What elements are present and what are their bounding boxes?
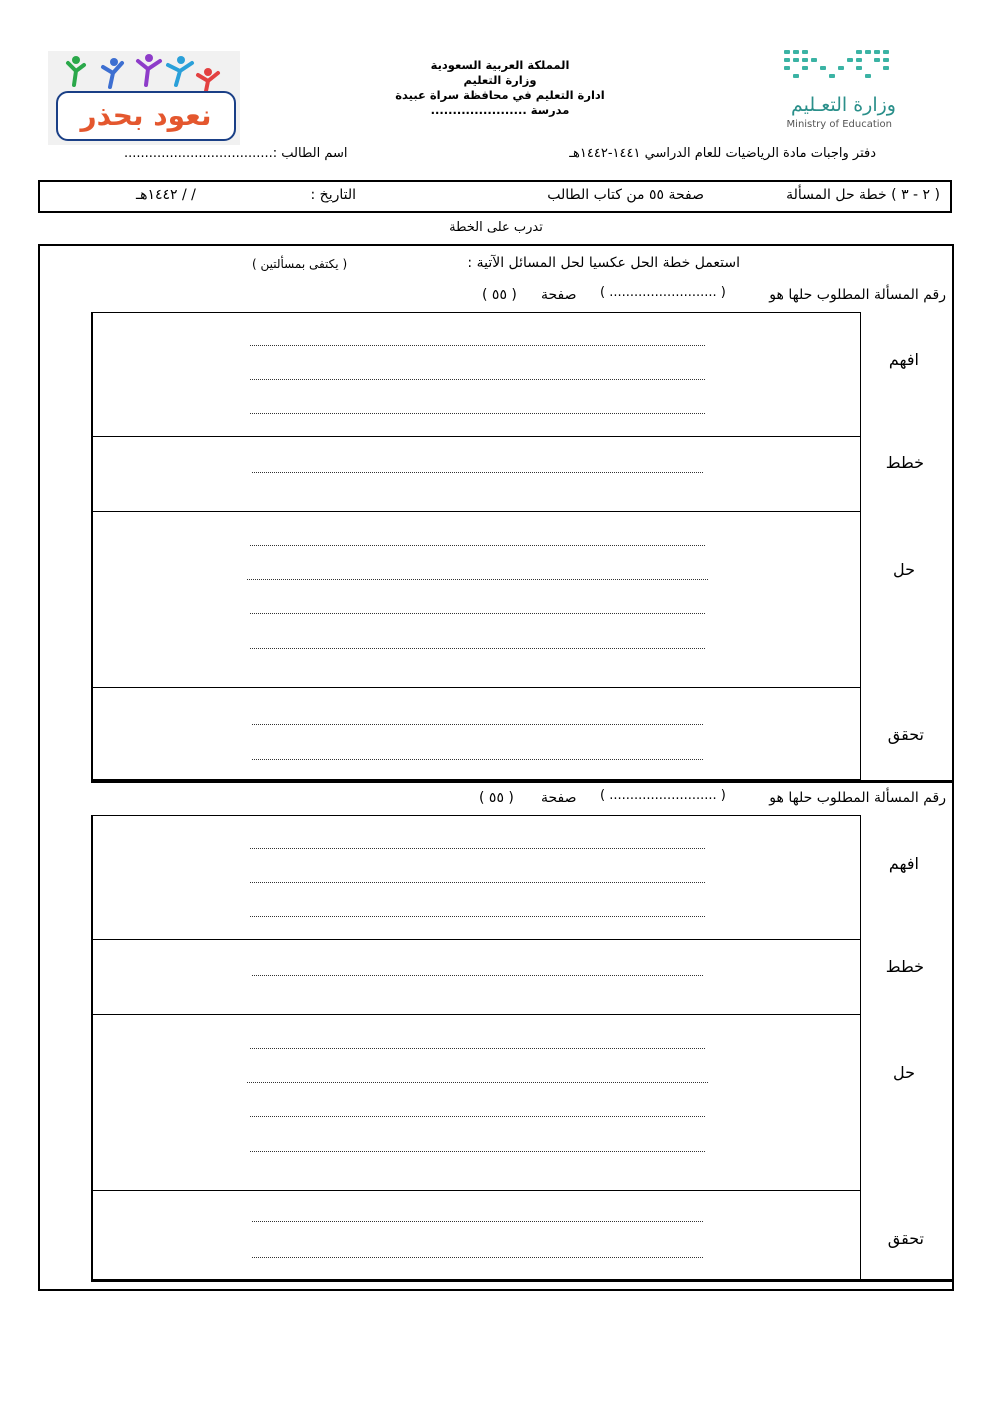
step-plan bbox=[93, 940, 860, 1015]
notebook-title: دفتر واجبات مادة الرياضيات للعام الدراسي ١٤٤١-١٤٤٢هـ bbox=[569, 146, 876, 161]
answer-line[interactable] bbox=[250, 413, 705, 414]
ministry-logo bbox=[776, 46, 896, 136]
ministry-logo-english: Ministry of Education bbox=[786, 119, 892, 130]
step-plan bbox=[93, 437, 860, 512]
project-logo-text: نعود بحذر bbox=[80, 99, 212, 132]
step-label-understand: افهم bbox=[888, 350, 919, 369]
lesson-name: ( ٢ - ٣ ) خطة حل المسألة bbox=[786, 187, 940, 203]
step-label-solve: حل bbox=[892, 560, 915, 579]
step-solve bbox=[93, 512, 860, 688]
instruction-text: استعمل خطة الحل عكسيا لحل المسائل الآتية : bbox=[467, 255, 740, 271]
answer-line[interactable] bbox=[250, 1116, 705, 1117]
lesson-page: صفحة ٥٥ من كتاب الطالب bbox=[547, 187, 704, 203]
project-logo-text-box bbox=[56, 91, 236, 141]
kingdom-name: المملكة العربية السعودية bbox=[430, 58, 570, 72]
administration-name: ادارة التعليم في محافظة سراة عبيدة bbox=[395, 88, 605, 102]
problem-number-blank[interactable]: ( .......................... ) bbox=[600, 788, 726, 803]
step-label-understand: افهم bbox=[888, 854, 919, 873]
answer-line[interactable] bbox=[252, 975, 703, 976]
section-divider bbox=[91, 780, 954, 783]
problem-number-label: رقم المسألة المطلوب حلها هو bbox=[769, 790, 946, 806]
school-name: مدرسة ...................... bbox=[430, 103, 570, 117]
problem-number-label: رقم المسألة المطلوب حلها هو bbox=[769, 287, 946, 303]
answer-line[interactable] bbox=[252, 1221, 703, 1222]
answer-line[interactable] bbox=[250, 882, 705, 883]
children-figures-icon bbox=[48, 51, 240, 95]
date-value[interactable]: / / ١٤٤٢هـ bbox=[136, 187, 196, 203]
problem-solution-grid bbox=[91, 312, 861, 782]
problem-page-value: ( ٥٥ ) bbox=[479, 790, 514, 806]
ministry-dots-icon bbox=[776, 46, 896, 92]
problem-number-blank[interactable]: ( .......................... ) bbox=[600, 285, 726, 300]
answer-line[interactable] bbox=[250, 916, 705, 917]
answer-line[interactable] bbox=[250, 345, 705, 346]
answer-line[interactable] bbox=[252, 724, 703, 725]
answer-line[interactable] bbox=[250, 1151, 705, 1152]
lesson-box bbox=[38, 180, 952, 213]
date-label: التاريخ : bbox=[310, 187, 356, 203]
instruction-note: ( يكتفى بمسألتين ) bbox=[252, 257, 348, 271]
problem-page-label: صفحة bbox=[541, 790, 577, 806]
ministry-logo-arabic: وزارة التعـليم bbox=[790, 94, 896, 116]
answer-line[interactable] bbox=[252, 1257, 703, 1258]
step-label-plan: خطط bbox=[885, 957, 924, 976]
step-label-verify: تحقق bbox=[887, 1229, 924, 1248]
section-divider bbox=[91, 1279, 954, 1282]
step-verify bbox=[93, 1191, 860, 1280]
answer-line[interactable] bbox=[247, 579, 708, 580]
section-subtitle: تدرب على الخطة bbox=[449, 220, 543, 235]
answer-line[interactable] bbox=[252, 759, 703, 760]
step-understand bbox=[93, 816, 860, 940]
step-label-plan: خطط bbox=[885, 453, 924, 472]
answer-line[interactable] bbox=[250, 1048, 705, 1049]
header-block bbox=[380, 58, 620, 118]
step-label-verify: تحقق bbox=[887, 725, 924, 744]
student-name-field[interactable]: اسم الطالب :.................................... bbox=[124, 146, 348, 161]
step-understand bbox=[93, 313, 860, 437]
step-solve bbox=[93, 1015, 860, 1191]
problem-page-label: صفحة bbox=[541, 287, 577, 303]
ministry-name: وزارة التعليم bbox=[463, 73, 537, 87]
answer-line[interactable] bbox=[250, 379, 705, 380]
step-verify bbox=[93, 688, 860, 780]
problem-page-value: ( ٥٥ ) bbox=[482, 287, 517, 303]
answer-line[interactable] bbox=[247, 1082, 708, 1083]
answer-line[interactable] bbox=[250, 545, 705, 546]
step-label-solve: حل bbox=[892, 1063, 915, 1082]
answer-line[interactable] bbox=[250, 648, 705, 649]
problem-solution-grid bbox=[91, 815, 861, 1282]
answer-line[interactable] bbox=[252, 472, 703, 473]
answer-line[interactable] bbox=[250, 613, 705, 614]
project-logo bbox=[48, 51, 240, 145]
answer-line[interactable] bbox=[250, 848, 705, 849]
